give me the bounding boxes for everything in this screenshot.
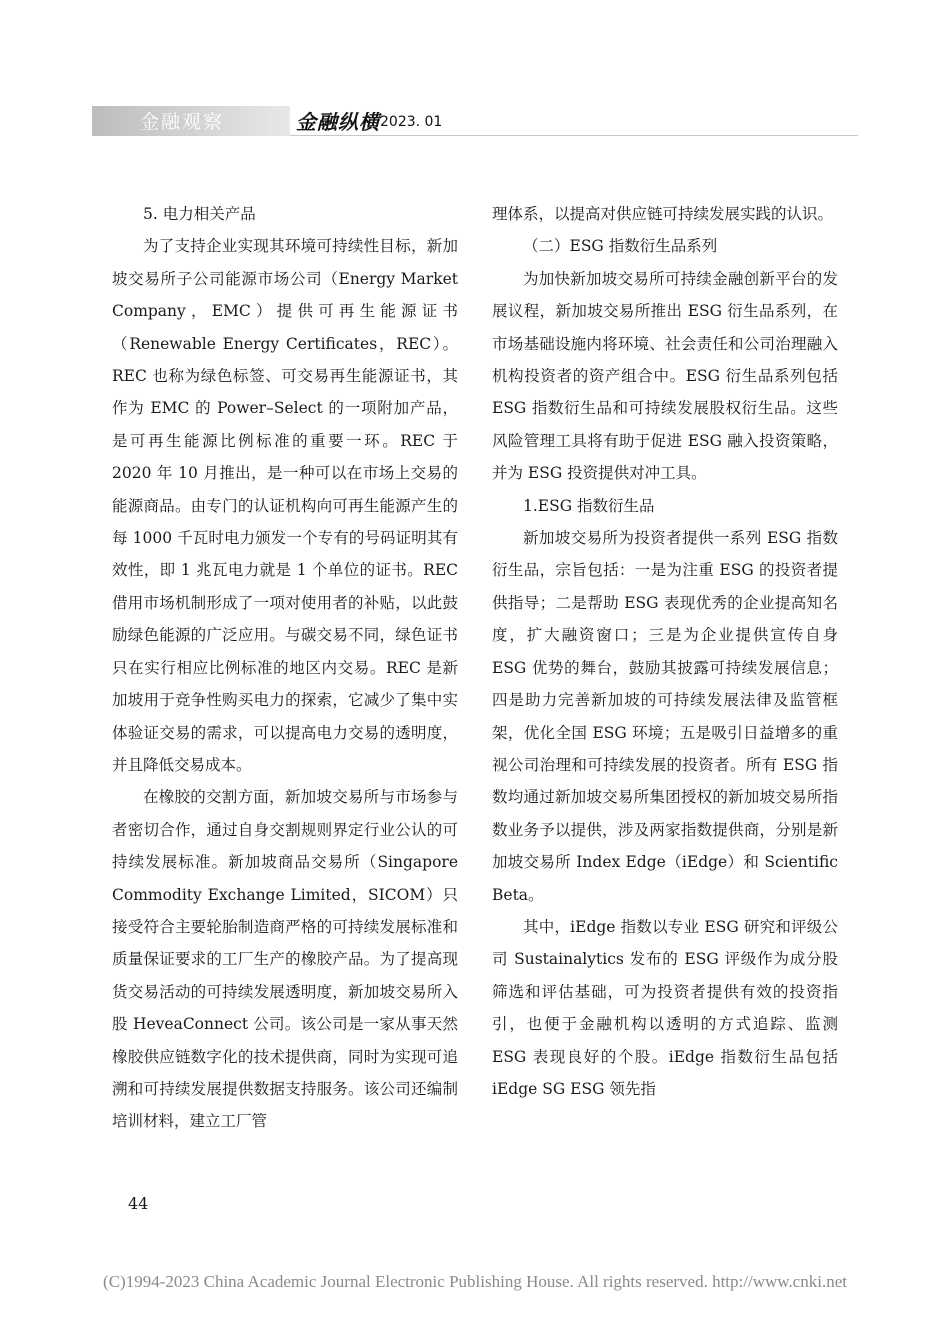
paragraph: 在橡胶的交割方面，新加坡交易所与市场参与者密切合作，通过自身交割规则界定行业公认的可持续发展标准。新加坡商品交易所（Singapore Commodity Exchange Limited，SICOM）只接受符合主要轮胎制造商严格的可持续发展标准和质量保证要求的工厂生产的橡胶产品。为了提高现货交易活动的可持续发展透明度，新加坡交易所入股 HeveaConnect 公司。该公司是一家从事天然橡胶供应链数字化的技术提供商，同时为实现可追溯和可持续发展提供数据支持服务。该公司还编制培训材料，建立工厂管 — [112, 788, 458, 1131]
subheading: 1.ESG 指数衍生品 — [523, 496, 655, 515]
paragraph: 其中，iEdge 指数以专业 ESG 研究和评级公司 Sustainalytics 发布的 ESG 评级作为成分股筛选和评估基础，可为投资者提供有效的投资指引，也便于金融机构以透明的方式追踪、监测 ESG 表现良好的个股。iEdge 指数衍生品包括 iEdge SG ESG 领先指 — [492, 917, 838, 1098]
left-column — [112, 198, 458, 1138]
paragraph: 新加坡交易所为投资者提供一系列 ESG 指数衍生品，宗旨包括：一是为注重 ESG 的投资者提供指导；二是帮助 ESG 表现优秀的企业提高知名度，扩大融资窗口；三是为企业提供宣传自身 ESG 优势的舞台，鼓励其披露可持续发展信息；四是助力完善新加坡的可持续发展法律及监管框架，优化全国 ESG 环境；五是吸引日益增多的重视公司治理和可持续发展的投资者。所有 ESG 指数均通过新加坡交易所集团授权的新加坡交易所指数业务予以提供，涉及两家指数提供商，分别是新加坡交易所 Index Edge（iEdge）和 Scientific Beta。 — [492, 529, 838, 904]
paragraph: 为加快新加坡交易所可持续金融创新平台的发展议程，新加坡交易所推出 ESG 衍生品系列，在市场基础设施内将环境、社会责任和公司治理融入机构投资者的资产组合中。ESG 衍生品系列包括 ESG 指数衍生品和可持续发展股权衍生品。这些风险管理工具将有助于促进 ESG 融入投资策略，并为 ESG 投资提供对冲工具。 — [492, 269, 838, 483]
page-number: 44 — [128, 1194, 149, 1213]
issue-number: 2023. 01 — [380, 114, 443, 130]
paragraph: 理体系，以提高对供应链可持续发展实践的认识。 — [492, 205, 834, 223]
right-column — [492, 198, 838, 1105]
subheading: （二）ESG 指数衍生品系列 — [523, 237, 718, 256]
paragraph: 为了支持企业实现其环境可持续性目标，新加坡交易所子公司能源市场公司（Energy Market Company，EMC）提供可再生能源证书（Renewable Energy Certificates，REC）。REC 也称为绿色标签、可交易再生能源证书，其作为 EMC 的 Power–Select 的一项附加产品，是可再生能源比例标准的重要一环。REC 于 2020 年 10 月推出，是一种可以在市场上交易的能源商品。由专门的认证机构向可再生能源产生的每 1000 千瓦时电力颁发一个专有的号码证明其有效性，即 1 兆瓦电力就是 1 个单位的证书。REC 借用市场机制形成了一项对使用者的补贴，以此鼓励绿色能源的广泛应用。与碳交易不同，绿色证书只在实行相应比例标准的地区内交易。REC 是新加坡用于竞争性购买电力的探索，它减少了集中实体验证交易的需求，可以提高电力交易的透明度，并且降低交易成本。 — [112, 237, 458, 774]
subheading: 5. 电力相关产品 — [143, 205, 256, 223]
copyright-notice: (C)1994-2023 China Academic Journal Electronic Publishing House. All rights reserved. http://www.cnki.net — [103, 1272, 847, 1291]
section-tag: 金融观察 — [140, 111, 225, 133]
header-rule — [290, 135, 858, 136]
journal-logo: 金融纵横 — [296, 110, 380, 134]
